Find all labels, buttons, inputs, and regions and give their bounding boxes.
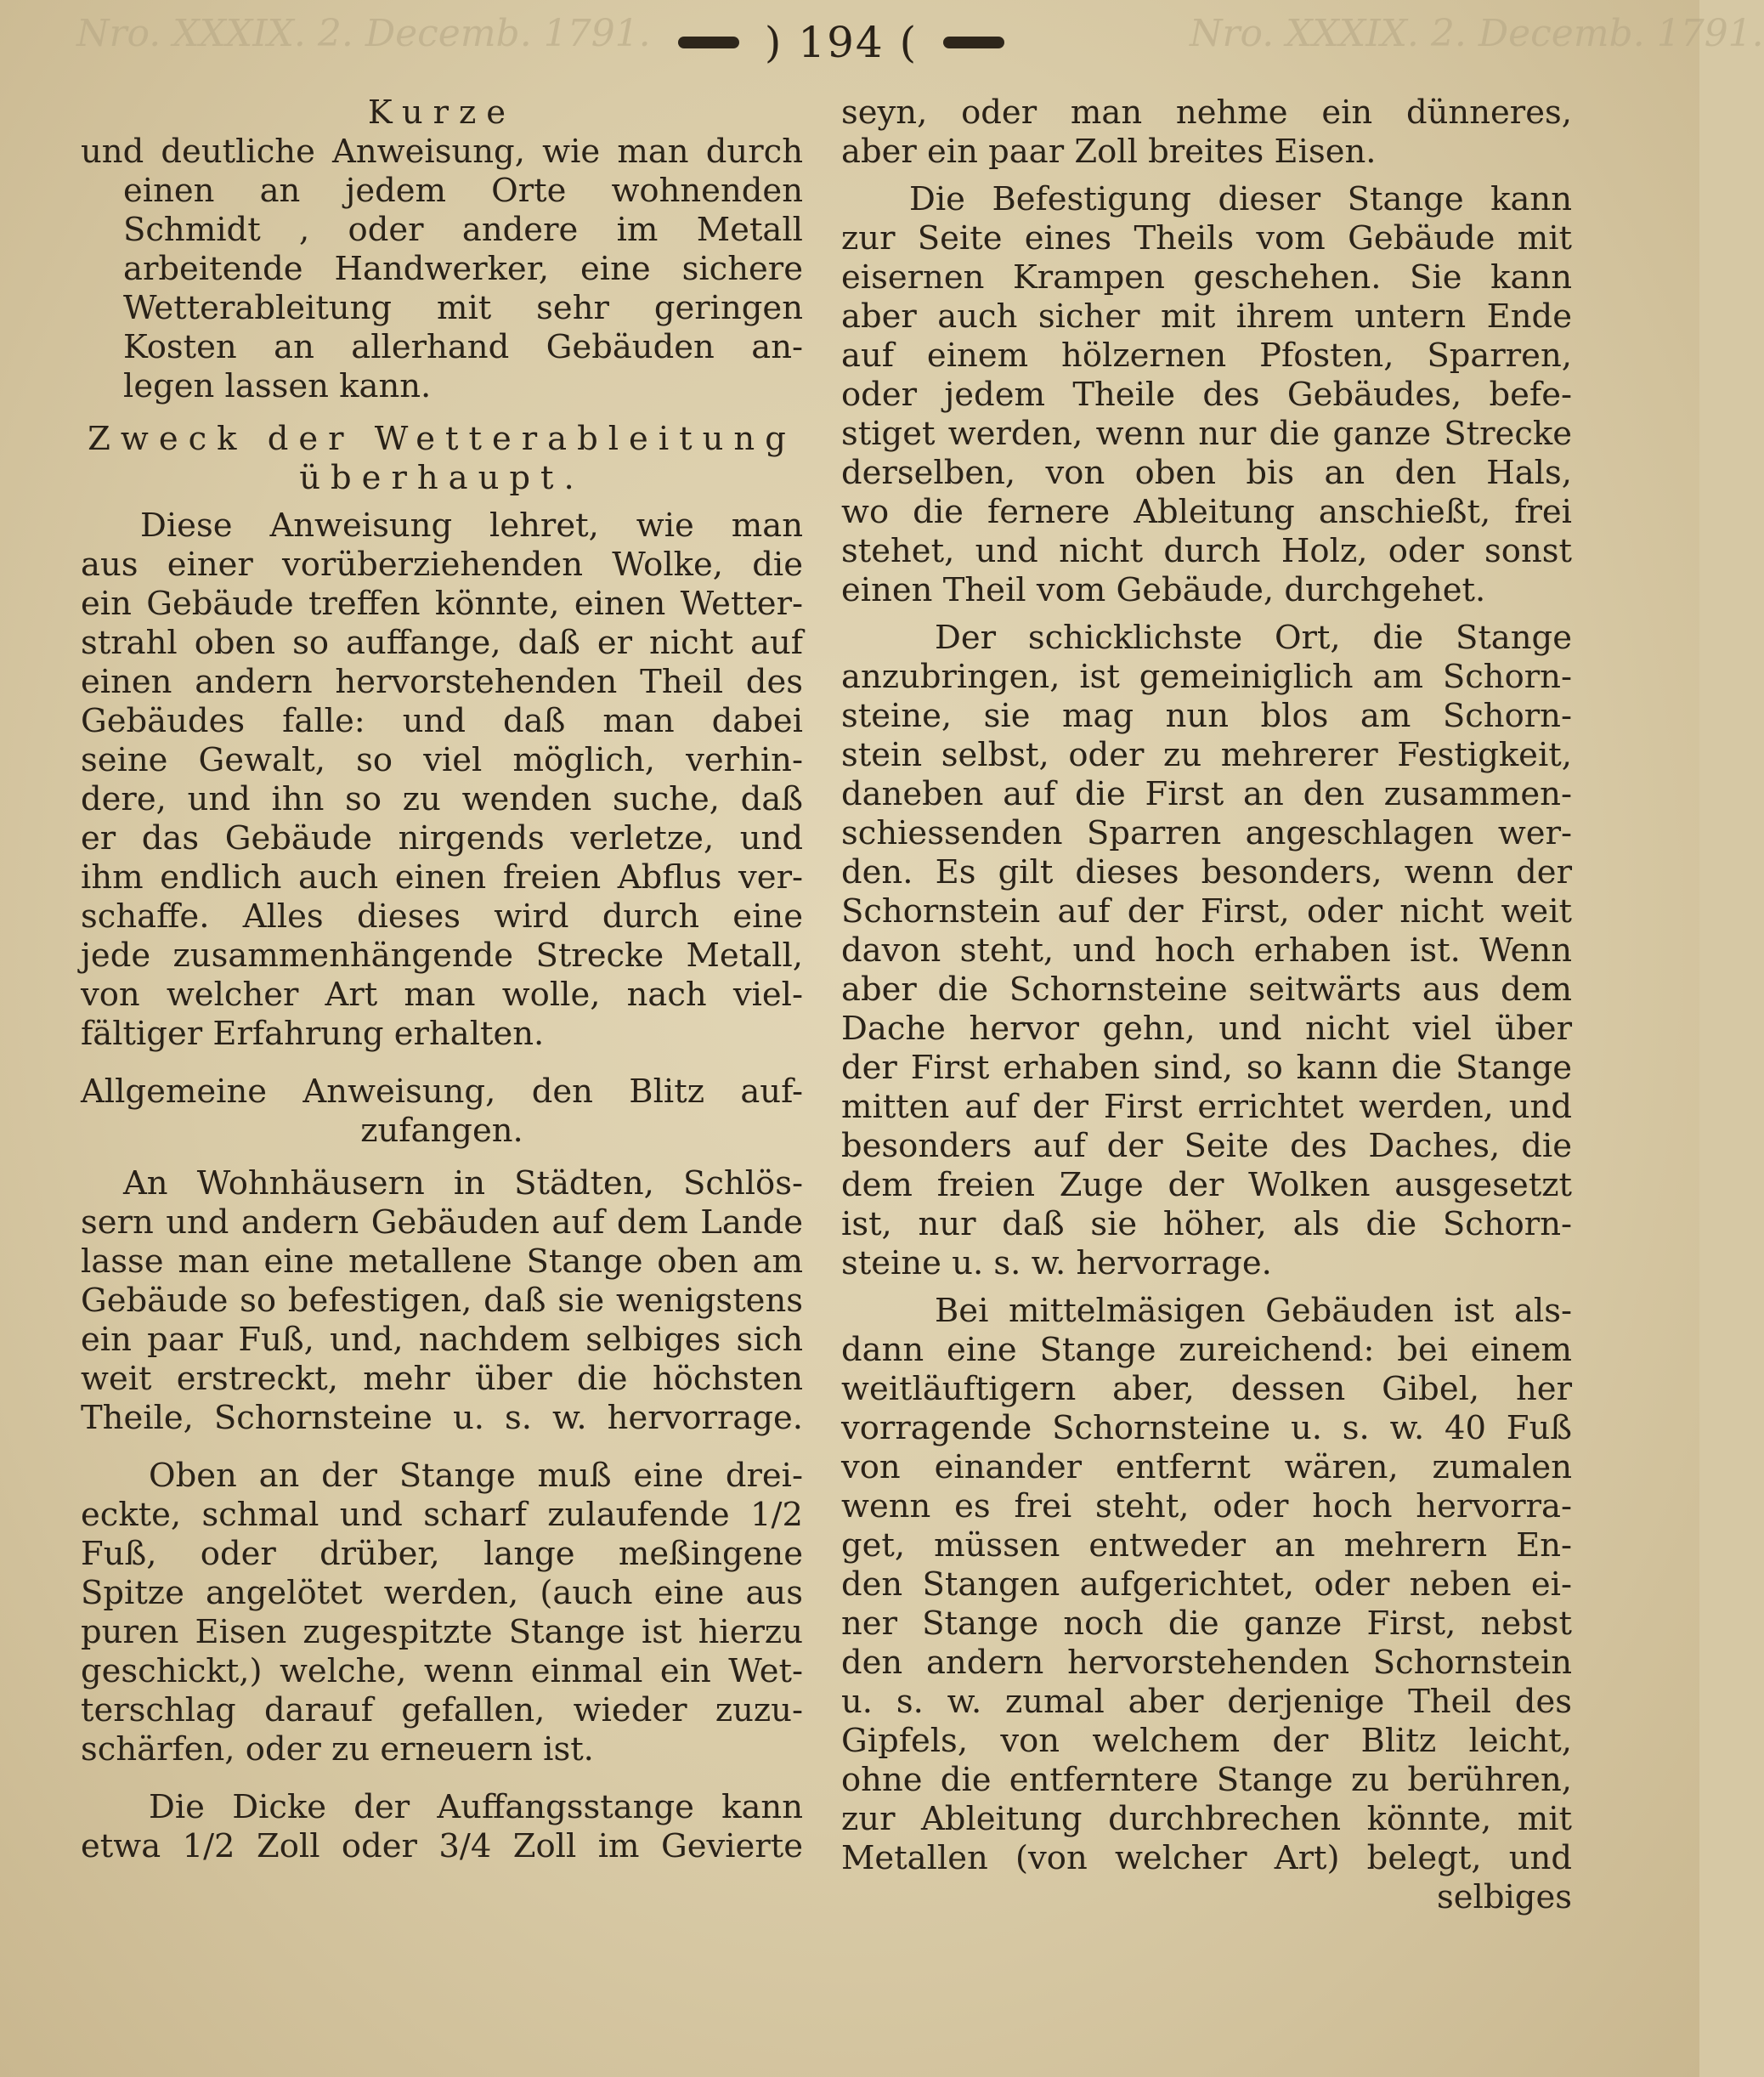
text-line: er das Gebäude nirgends verletze, und — [81, 819, 803, 857]
text-line: sern und andern Gebäuden auf dem Lande — [81, 1203, 803, 1242]
paragraph — [81, 507, 803, 1054]
paragraph — [81, 1457, 803, 1769]
text-line: Spitze angelötet werden, (auch eine aus — [81, 1574, 803, 1612]
text-line: seyn, oder man nehme ein dünneres, — [841, 93, 1572, 132]
right-column — [841, 93, 1572, 1926]
text-line: Die Dicke der Auffangsstange kann — [149, 1788, 803, 1826]
title-line: und deutliche Anweisung, wie man durch — [81, 133, 803, 171]
text-line: dem freien Zuge der Wolken ausgesetzt — [841, 1166, 1572, 1204]
paragraph — [81, 1788, 803, 1866]
text-line: Bei mittelmäsigen Gebäuden ist als- — [935, 1292, 1572, 1330]
text-line: jede zusammenhängende Strecke Metall, — [81, 937, 803, 975]
text-line: ein Gebäude treffen könnte, einen Wetter- — [81, 585, 803, 623]
paragraph — [81, 1164, 803, 1438]
title-line: Kosten an allerhand Gebäuden an- — [123, 328, 803, 366]
article-title — [81, 93, 803, 406]
text-line: ner Stange noch die ganze First, nebst — [841, 1604, 1572, 1643]
text-line: daneben auf die First an den zusammen- — [841, 775, 1572, 813]
text-line: geschickt,) welche, wenn einmal ein Wet- — [81, 1652, 803, 1690]
text-line: Diese Anweisung lehret, wie man — [140, 507, 803, 545]
text-line: von welcher Art man wolle, nach viel- — [81, 976, 803, 1014]
text-line: oder jedem Theile des Gebäudes, befe- — [841, 376, 1572, 414]
text-line: ist, nur daß sie höher, als die Schorn- — [841, 1205, 1572, 1243]
title-line: Kurze — [367, 93, 517, 132]
text-line: ein paar Fuß, und, nachdem selbiges sich — [81, 1321, 803, 1359]
page-header — [629, 17, 1054, 68]
title-line: legen lassen kann. — [123, 367, 432, 405]
section-heading — [81, 420, 803, 498]
text-line: den Stangen aufgerichtet, oder neben ei- — [841, 1565, 1572, 1604]
text-line: wo die fernere Ableitung anschießt, frei — [841, 493, 1572, 531]
text-line: Der schicklichste Ort, die Stange — [935, 619, 1572, 657]
text-line: der First erhaben sind, so kann die Stange — [841, 1049, 1572, 1087]
text-line: steine, sie mag nun blos am Schorn- — [841, 697, 1572, 735]
text-line: fältiger Erfahrung erhalten. — [81, 1015, 545, 1053]
text-line: Dache hervor gehn, und nicht viel über — [841, 1010, 1572, 1048]
text-line: ihm endlich auch einen freien Abflus ver- — [81, 858, 803, 897]
text-line: Gebäudes falle: und daß man dabei — [81, 702, 803, 740]
text-line: aber die Schornsteine seitwärts aus dem — [841, 971, 1572, 1009]
heading-line: Zweck der Wetterableitung — [88, 420, 796, 458]
heading-line: zufangen. — [360, 1112, 523, 1150]
catchword: selbiges — [1436, 1878, 1572, 1916]
paragraph — [841, 180, 1572, 610]
text-line: An Wohnhäusern in Städten, Schlös- — [123, 1164, 803, 1203]
text-line: aber ein paar Zoll breites Eisen. — [841, 133, 1377, 171]
bleed-through-text-right: Nro. XXXIX. 2. Decemb. 1791. — [1190, 12, 1764, 55]
bleed-through-text-left: Nro. XXXIX. 2. Decemb. 1791. — [76, 12, 651, 55]
text-line: eisernen Krampen geschehen. Sie kann — [841, 258, 1572, 297]
ornament-left-icon — [678, 37, 739, 48]
title-line: Wetterableitung mit sehr geringen — [123, 289, 803, 327]
text-line: den andern hervorstehenden Schornstein — [841, 1644, 1572, 1682]
ornament-right-icon — [943, 37, 1004, 48]
text-line: anzubringen, ist gemeiniglich am Schorn- — [841, 658, 1572, 696]
text-line: von einander entfernt wären, zumalen — [841, 1448, 1572, 1486]
text-line: davon steht, und hoch erhaben ist. Wenn — [841, 931, 1572, 970]
text-line: Oben an der Stange muß eine drei- — [149, 1457, 803, 1495]
text-line: weitläuftigern aber, dessen Gibel, her — [841, 1370, 1572, 1408]
text-line: weit erstreckt, mehr über die höchsten — [81, 1360, 803, 1398]
section-heading — [81, 1072, 803, 1151]
text-line: einen Theil vom Gebäude, durchgehet. — [841, 571, 1486, 609]
text-line: Fuß, oder drüber, lange meßingene — [81, 1535, 803, 1573]
text-line: stein selbst, oder zu mehrerer Festigkeit, — [841, 736, 1572, 774]
text-line: aber auch sicher mit ihrem untern Ende — [841, 297, 1572, 336]
text-line: get, müssen entweder an mehrern En- — [841, 1526, 1572, 1565]
heading-line: überhaupt. — [299, 459, 585, 497]
text-line: Schornstein auf der First, oder nicht weit — [841, 892, 1572, 931]
text-line: derselben, von oben bis an den Hals, — [841, 454, 1572, 492]
text-line: vorragende Schornsteine u. s. w. 40 Fuß — [841, 1409, 1572, 1447]
text-line: etwa 1/2 Zoll oder 3/4 Zoll im Gevierte — [81, 1827, 803, 1865]
text-line: schärfen, oder zu erneuern ist. — [81, 1730, 594, 1769]
text-line: schiessenden Sparren angeschlagen wer- — [841, 814, 1572, 852]
paragraph — [841, 619, 1572, 1283]
heading-line: Allgemeine Anweisung, den Blitz auf- — [81, 1072, 803, 1111]
text-line: einen andern hervorstehenden Theil des — [81, 663, 803, 701]
text-line: Gebäude so befestigen, daß sie wenigstens — [81, 1282, 803, 1320]
text-line: lasse man eine metallene Stange oben am — [81, 1242, 803, 1281]
text-line: u. s. w. zumal aber derjenige Theil des — [841, 1683, 1572, 1721]
paragraph — [841, 93, 1572, 172]
text-line: seine Gewalt, so viel möglich, verhin- — [81, 741, 803, 779]
paragraph — [841, 1292, 1572, 1917]
text-line: eckte, schmal und scharf zulaufende 1/2 — [81, 1496, 803, 1534]
text-line: ohne die entferntere Stange zu berühren, — [841, 1761, 1572, 1799]
text-line: Die Befestigung dieser Stange kann — [909, 180, 1572, 218]
text-line: dere, und ihn so zu wenden suche, daß — [81, 780, 803, 818]
text-line: mitten auf der First errichtet werden, und — [841, 1088, 1572, 1126]
text-line: wenn es frei steht, oder hoch hervorra- — [841, 1487, 1572, 1525]
text-line: auf einem hölzernen Pfosten, Sparren, — [841, 337, 1572, 375]
text-line: terschlag darauf gefallen, wieder zuzu- — [81, 1691, 803, 1729]
text-line: steine u. s. w. hervorrage. — [841, 1244, 1272, 1282]
text-line: schaffe. Alles dieses wird durch eine — [81, 897, 803, 936]
text-line: Metallen (von welcher Art) belegt, und — [841, 1839, 1572, 1877]
title-line: arbeitende Handwerker, eine sichere — [123, 250, 803, 288]
page-number: ) 194 ( — [764, 18, 919, 67]
text-line: Theile, Schornsteine u. s. w. hervorrage. — [81, 1399, 803, 1437]
text-line: besonders auf der Seite des Daches, die — [841, 1127, 1572, 1165]
text-line: zur Ableitung durchbrechen könnte, mit — [841, 1800, 1572, 1838]
title-line: einen an jedem Orte wohnenden — [123, 172, 803, 210]
text-line: strahl oben so auffange, daß er nicht auf — [81, 624, 803, 662]
text-line: puren Eisen zugespitzte Stange ist hierzu — [81, 1613, 803, 1651]
text-line: den. Es gilt dieses besonders, wenn der — [841, 853, 1572, 891]
left-column — [81, 93, 803, 1875]
text-line: dann eine Stange zureichend: bei einem — [841, 1331, 1572, 1369]
text-line: stiget werden, wenn nur die ganze Strecke — [841, 415, 1572, 453]
text-line: zur Seite eines Theils vom Gebäude mit — [841, 219, 1572, 258]
text-line: Gipfels, von welchem der Blitz leicht, — [841, 1722, 1572, 1760]
title-line: Schmidt , oder andere im Metall — [123, 211, 803, 249]
text-line: aus einer vorüberziehenden Wolke, die — [81, 546, 803, 584]
text-line: stehet, und nicht durch Holz, oder sonst — [841, 532, 1572, 570]
